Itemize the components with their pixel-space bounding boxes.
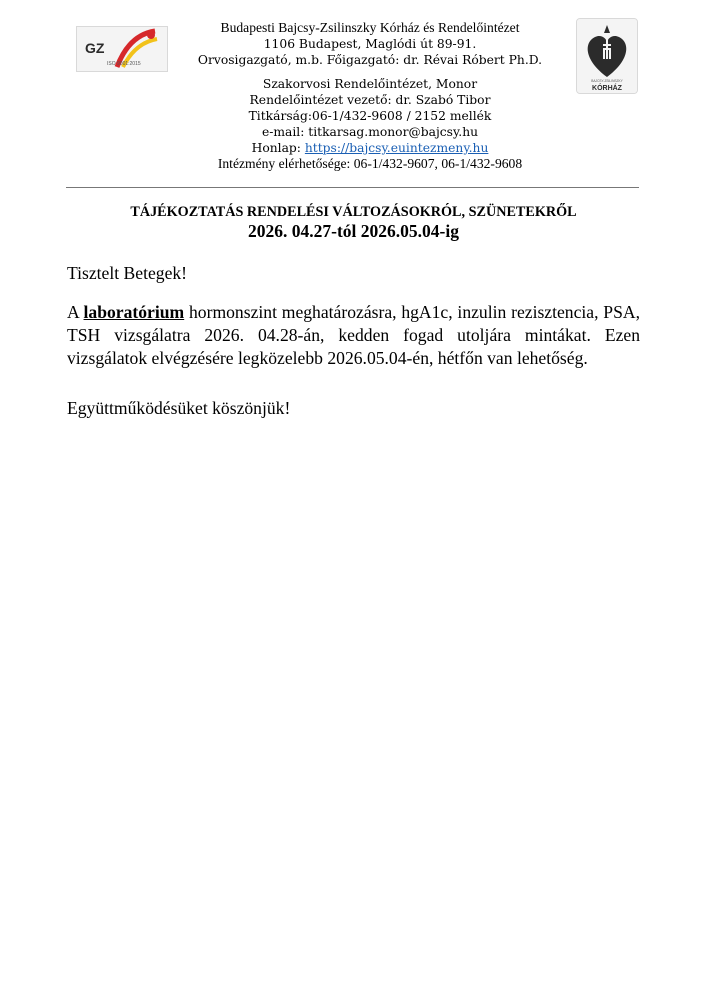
svg-text:BAJCSY-ZSILINSZKY: BAJCSY-ZSILINSZKY (591, 79, 623, 83)
secretary-phone: Titkárság:06-1/432-9608 / 2152 mellék (248, 109, 492, 123)
greeting: Tisztelt Betegek! (67, 263, 188, 283)
website-label: Honlap: (251, 141, 305, 155)
institution-name: Budapesti Bajcsy-Zsilinszky Kórház és Rendelőintézet (220, 20, 520, 35)
clinic-name: Szakorvosi Rendelőintézet, Monor (262, 77, 478, 91)
website-link[interactable]: https://bajcsy.euintezmeny.hu (304, 141, 489, 155)
clinic-email: e-mail: titkarsag.monor@bajcsy.hu (261, 125, 479, 139)
svg-text:GZ: GZ (85, 40, 105, 56)
clinic-head: Rendelőintézet vezető: dr. Szabó Tibor (249, 93, 491, 107)
institution-header (170, 20, 570, 172)
notice-body (67, 262, 640, 420)
clinic-website (170, 140, 570, 156)
quality-cert-logo (76, 26, 168, 72)
hospital-heart-icon (577, 19, 637, 93)
institution-address: 1106 Budapest, Maglódi út 89-91. (263, 37, 477, 51)
institution-director: Orvosigazgató, m.b. Főigazgató: dr. Révai Róbert Ph.D. (197, 53, 543, 67)
notice-paragraph (67, 301, 640, 370)
svg-text:ISO 9001:2015: ISO 9001:2015 (107, 61, 141, 67)
notice-title: TÁJÉKOZTATÁS RENDELÉSI VÁLTOZÁSOKRÓL, SZÜNETEKRŐL (130, 204, 577, 220)
hospital-logo (576, 18, 638, 94)
institution-availability: Intézmény elérhetősége: 06-1/432-9607, 06-1/432-9608 (217, 156, 523, 171)
gz-logo-icon (77, 27, 167, 71)
notice-date-range: 2026. 04.27-tól 2026.05.04-ig (248, 221, 459, 241)
header-divider (66, 187, 639, 188)
svg-text:KÓRHÁZ: KÓRHÁZ (592, 85, 622, 92)
para-prefix: A (67, 302, 84, 322)
para-rest: hormonszint meghatározásra, hgA1c, inzulin rezisztencia, PSA, TSH vizsgálatra 2026. 04.28-án, kedden fogad utoljára mintákat. Ezen vizsgálatok elvégzésére legközelebb 2026.05.04-én, hétfőn van lehetőség. (67, 302, 640, 368)
thanks-line: Együttműködésüket köszönjük! (67, 398, 291, 418)
laboratory-keyword: laboratórium (83, 302, 185, 322)
